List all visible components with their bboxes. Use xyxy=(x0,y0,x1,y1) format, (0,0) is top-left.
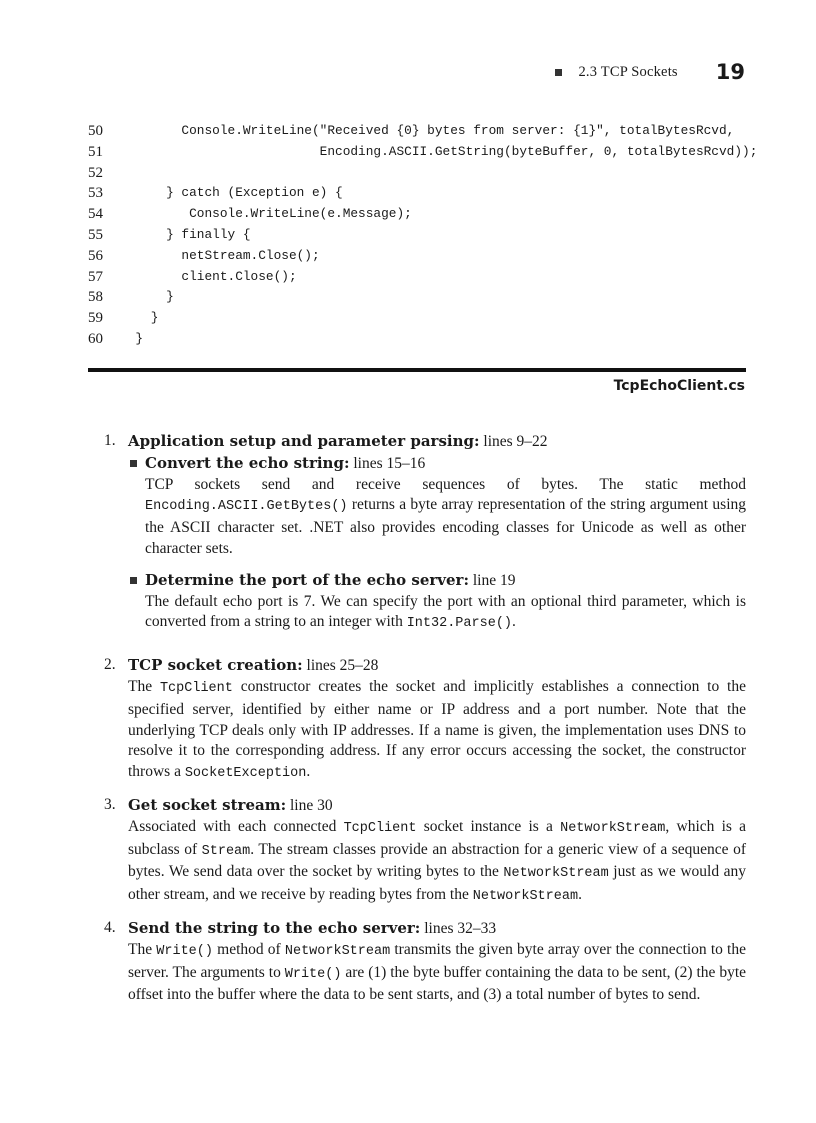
sub-item-title: Convert the echo string: xyxy=(145,453,350,472)
line-number: 55 xyxy=(88,226,103,243)
list-item xyxy=(104,431,746,645)
list-item xyxy=(104,918,746,1006)
section-title: 2.3 TCP Sockets xyxy=(578,63,678,80)
inline-code: NetworkStream xyxy=(503,866,609,882)
bullet-icon xyxy=(130,460,137,467)
item-text: Associated with each connected TcpClient socket instance is a NetworkStream, which is a subclass of Stream. The stream classes provide an abstraction for a generic view of a sequence of bytes. We send data over the socket by writing bytes to the NetworkStream just as we would any other stream, and we receive by reading bytes from the NetworkStream. xyxy=(128,817,746,905)
item-number: 4. xyxy=(104,918,116,936)
listing-caption: TcpEchoClient.cs xyxy=(613,378,745,394)
inline-code: NetworkStream xyxy=(284,943,391,959)
code-line xyxy=(88,225,748,246)
item-text: The TcpClient constructor creates the socket and implicitly establishes a connection to the specified server, identified by either name or IP address and a port number. Note that the underlying TCP deals only with IP addresses. If a name is given, the implementation uses DNS to resolve it to the corresponding address. If any error occurs accessing the socket, the constructor throws a SocketException. xyxy=(128,677,746,782)
inline-code: Encoding.ASCII.GetBytes() xyxy=(145,499,348,515)
inline-code: Write() xyxy=(284,966,342,982)
list-item xyxy=(104,655,746,785)
line-number: 58 xyxy=(88,289,103,306)
inline-code: Int32.Parse() xyxy=(406,616,513,632)
inline-code: NetworkStream xyxy=(472,889,579,905)
item-lines: line 30 xyxy=(286,796,333,814)
line-number: 52 xyxy=(88,164,103,181)
code-text: } xyxy=(120,310,159,326)
line-number: 53 xyxy=(88,185,103,202)
code-line xyxy=(88,142,758,163)
line-number: 57 xyxy=(88,268,103,285)
sub-item-title: Determine the port of the echo server: xyxy=(145,570,469,589)
inline-code: Stream xyxy=(201,843,251,859)
sub-item xyxy=(128,453,746,560)
item-number: 1. xyxy=(104,432,116,449)
listing-rule xyxy=(88,368,746,372)
item-text: The Write() method of NetworkStream transmits the given byte array over the connection to the server. The arguments to Write() are (1) the byte buffer containing the data to be sent, (2) the byte offset into the buffer where the data to be sent starts, and (3) a total number of bytes to send. xyxy=(128,940,747,1004)
code-text: } xyxy=(120,330,144,346)
code-text: client.Close(); xyxy=(120,268,297,284)
line-number: 54 xyxy=(88,206,103,223)
line-number: 59 xyxy=(88,310,103,327)
inline-code: Write() xyxy=(156,943,213,959)
bullet-icon xyxy=(130,577,137,584)
inline-code: NetworkStream xyxy=(560,820,666,836)
inline-code: TcpClient xyxy=(343,820,417,836)
code-line xyxy=(88,308,748,329)
code-text: Console.WriteLine(e.Message); xyxy=(120,206,412,222)
inline-code: TcpClient xyxy=(159,680,233,696)
sub-item-lines: lines 15–16 xyxy=(349,454,426,472)
section-marker-icon xyxy=(555,69,562,76)
item-number: 2. xyxy=(104,656,116,674)
line-number: 51 xyxy=(88,143,103,160)
code-line xyxy=(88,204,748,225)
code-line xyxy=(88,246,748,267)
line-number: 60 xyxy=(88,330,103,347)
item-lines: lines 25–28 xyxy=(302,657,379,675)
item-title: Application setup and parameter parsing: xyxy=(128,432,480,450)
code-line xyxy=(88,163,748,184)
explanation-list xyxy=(104,431,746,1016)
code-text: } catch (Exception e) { xyxy=(120,185,343,201)
code-text: } finally { xyxy=(120,226,251,242)
code-text: Encoding.ASCII.GetString(byteBuffer, 0, totalBytesRcvd)); xyxy=(120,143,758,159)
line-number: 56 xyxy=(88,247,103,264)
item-title: Get socket stream: xyxy=(128,795,287,814)
item-lines: lines 9–22 xyxy=(479,433,548,450)
line-number: 50 xyxy=(88,123,103,139)
item-title: TCP socket creation: xyxy=(128,656,303,675)
code-text: netStream.Close(); xyxy=(120,247,320,263)
code-line xyxy=(88,183,748,204)
sub-item-lines: line 19 xyxy=(469,571,516,589)
code-text: Console.WriteLine("Received {0} bytes from server: {1}", totalBytesRcvd, xyxy=(120,123,735,138)
item-number: 3. xyxy=(104,795,116,813)
code-line xyxy=(88,329,748,350)
running-header xyxy=(555,60,745,84)
page-number: 19 xyxy=(715,60,745,84)
code-line xyxy=(88,287,748,308)
code-line xyxy=(88,267,748,288)
code-line xyxy=(88,121,748,142)
code-listing xyxy=(88,121,758,350)
sub-item-text: The default echo port is 7. We can specify the port with an optional third parameter, which is converted from a string to an integer with Int32.Parse(). xyxy=(145,592,746,632)
list-item xyxy=(104,795,746,908)
inline-code: SocketException xyxy=(184,766,307,782)
code-text: } xyxy=(120,289,174,305)
sub-item-text: TCP sockets send and receive sequences of bytes. The static method Encoding.ASCII.GetBytes() returns a byte array representation of the string argument using the ASCII character set. .NET also provides encoding classes for Unicode as well as other character sets. xyxy=(145,475,746,557)
item-title: Send the string to the echo server: xyxy=(128,918,421,937)
sub-item xyxy=(128,570,746,635)
item-lines: lines 32–33 xyxy=(420,919,497,937)
